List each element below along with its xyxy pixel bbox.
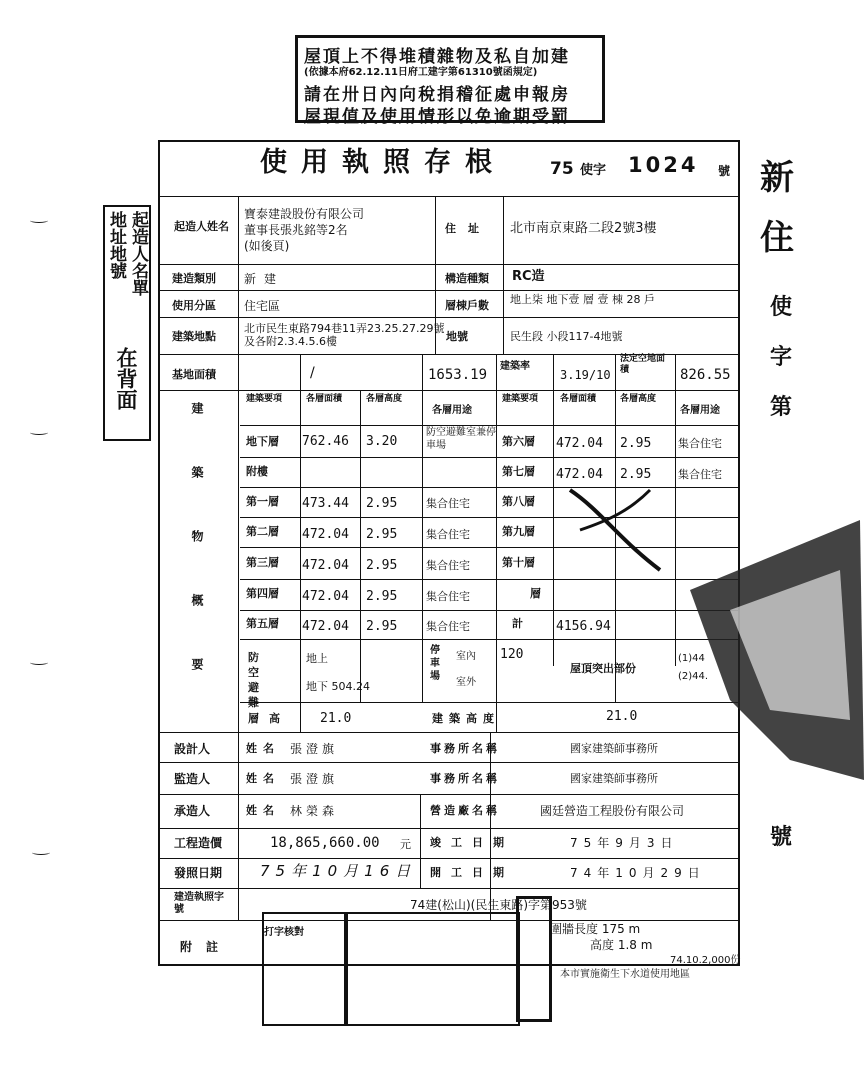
margin-mark	[30, 660, 48, 665]
notice-line-4: 屋現值及使用情形以免逾期受罰	[304, 107, 570, 127]
floor-b1-height: 3.20	[366, 434, 398, 449]
label-building-summary: 建築物概要	[190, 402, 204, 722]
label-structure: 構造種類	[445, 272, 489, 285]
floor-1-area: 473.44	[302, 496, 349, 511]
total-area-value: 4156.94	[556, 619, 611, 634]
floor-3-area: 472.04	[302, 558, 349, 573]
completion-value: 75年9月3日	[570, 836, 679, 850]
seal-box	[262, 912, 346, 1026]
floor-1-height: 2.95	[366, 496, 398, 511]
label-address: 住址	[445, 222, 491, 235]
side-col-address: 地址地號	[106, 211, 126, 279]
footer-print: 74.10.2,000份	[670, 955, 741, 966]
margin-mark	[32, 850, 50, 855]
floor-5-height: 2.95	[366, 619, 398, 634]
floor-b1-use: 防空避難室兼停車場	[426, 427, 496, 451]
label-area-each-left: 各層面積	[306, 394, 343, 404]
label-applicant: 起造人姓名	[174, 220, 229, 233]
label-coverage: 建築率	[500, 361, 530, 372]
legal-area-value: 826.55	[680, 367, 731, 383]
designer-name: 張澄旗	[290, 742, 339, 756]
label-site-address: 建築地點	[172, 330, 216, 343]
roof-value-1: (1)44	[678, 653, 705, 664]
start-value: 74年10月29日	[570, 866, 706, 880]
label-supervisor-name: 姓名	[246, 772, 280, 785]
label-designer-name: 姓名	[246, 742, 280, 755]
label-designer-office: 事務所名稱	[430, 742, 500, 755]
margin-mark	[30, 430, 48, 435]
floor-3-height: 2.95	[366, 558, 398, 573]
label-use-each-left: 各層用途	[432, 405, 472, 416]
floor-2-area: 472.04	[302, 527, 349, 542]
parking-indoor: 室內	[456, 651, 476, 662]
floor-7-label: 第七層	[502, 465, 535, 478]
label-designer: 設計人	[174, 742, 211, 756]
floor-5-area: 472.04	[302, 619, 349, 634]
label-height-each-right: 各層高度	[620, 394, 657, 404]
wall-height: 高度 1.8 m	[590, 938, 653, 952]
label-supervisor-office: 事務所名稱	[430, 772, 500, 785]
contractor-company: 國廷營造工程股份有限公司	[540, 804, 685, 818]
floor-b1-label: 地下層	[246, 435, 279, 448]
form-title: 使用執照存根	[260, 147, 506, 178]
seal-box	[346, 912, 520, 1026]
site-address-value: 北市民生東路794巷11弄23.25.27.29號及各附2.3.4.5.6樓	[244, 322, 445, 348]
floor-6-use: 集合住宅	[678, 437, 722, 450]
bldg-height-value: 21.0	[606, 709, 638, 724]
right-edge-char: 使	[770, 295, 793, 320]
official-seal-stamp	[670, 520, 864, 780]
floor-3-label: 第三層	[246, 556, 279, 569]
floor-height-value: 21.0	[320, 711, 352, 726]
label-completion: 竣工日期	[430, 836, 514, 849]
note-tag: 打字核對	[264, 927, 304, 938]
permit-suffix: 號	[718, 164, 731, 178]
label-issue-date: 發照日期	[174, 866, 223, 880]
parking-area: 120	[500, 647, 524, 662]
floor-8-label: 第八層	[502, 495, 535, 508]
shelter-under: 地下 504.24	[306, 680, 370, 693]
label-permit-no: 建造執照字號	[174, 892, 224, 915]
address-value: 北市南京東路二段2號3樓	[510, 221, 657, 236]
permit-type: 使字	[580, 163, 607, 178]
label-contractor-company: 營造廠名稱	[430, 804, 500, 817]
roof-value-2: (2)44.	[678, 671, 709, 682]
floor-2-label: 第二層	[246, 525, 279, 538]
supervisor-office: 國家建築師事務所	[570, 772, 658, 785]
label-bldg-height: 建築高度	[432, 712, 500, 725]
permit-year: 75	[550, 159, 574, 179]
right-edge-char: 號	[770, 825, 793, 850]
annex-area-value: /	[310, 365, 315, 381]
permit-number: 1024	[628, 153, 699, 177]
label-items-right: 建築要項	[502, 394, 539, 404]
label-contractor: 承造人	[174, 804, 211, 818]
notice-box	[295, 35, 605, 127]
side-col-applicant: 起造人名單	[128, 211, 148, 296]
cost-unit: 元	[400, 838, 411, 851]
floor-7-use: 集合住宅	[678, 468, 722, 481]
floor-4-height: 2.95	[366, 589, 398, 604]
floor-5-use: 集合住宅	[426, 620, 470, 633]
cost-value: 18,865,660.00	[270, 835, 380, 851]
other-area-value: 1653.19	[428, 367, 488, 383]
floor-6-label: 第六層	[502, 435, 535, 448]
floor-b1-area: 762.46	[302, 434, 349, 449]
label-total: 計	[512, 617, 523, 630]
contractor-name: 林榮森	[290, 804, 339, 818]
floor-6-height: 2.95	[620, 436, 652, 451]
floor-9-label: 第九層	[502, 525, 535, 538]
floor-3-use: 集合住宅	[426, 559, 470, 572]
notice-line-2: (依據本府62.12.11日府工建字第61310號函規定)	[304, 67, 538, 78]
label-legal-area: 法定空地面積	[620, 354, 666, 375]
floor-1-label: 第一層	[246, 495, 279, 508]
label-floors-units: 層棟戶數	[445, 299, 489, 312]
right-edge-char: 字	[770, 345, 793, 370]
side-label-box	[103, 205, 151, 441]
floor-annex-label: 附樓	[246, 465, 268, 478]
floor-2-use: 集合住宅	[426, 528, 470, 541]
site-number-value: 民生段 小段117-4地號	[510, 330, 623, 343]
wall-length: 圍牆長度 175 m	[550, 922, 641, 936]
floor-n-label: 層	[530, 587, 541, 600]
floor-4-label: 第四層	[246, 587, 279, 600]
issue-date-value: 75年10月16日	[260, 862, 417, 880]
label-start: 開工日期	[430, 866, 514, 879]
footer-note: 本市實施衛生下水道使用地區	[560, 969, 690, 980]
label-height-each-left: 各層高度	[366, 394, 403, 404]
right-edge-char: 新	[760, 158, 794, 198]
structure-value: RC造	[512, 269, 545, 284]
floor-2-height: 2.95	[366, 527, 398, 542]
notice-line-1: 屋頂上不得堆積雜物及私自加建	[304, 47, 570, 67]
right-edge-char: 住	[760, 218, 794, 258]
applicant-value: 寶泰建設股份有限公司 董事長張兆銘等2名 (如後頁)	[244, 207, 365, 253]
permit-no-value: 74建(松山)(民生東路)字第953號	[410, 898, 587, 912]
usage-zone-value: 住宅區	[244, 299, 281, 313]
floor-4-use: 集合住宅	[426, 590, 470, 603]
label-contractor-name: 姓名	[246, 804, 280, 817]
floor-7-area: 472.04	[556, 467, 603, 482]
floors-units-value: 地上柒 地下壹 層 壹 棟 28 戶	[510, 293, 655, 306]
label-remarks: 附註	[180, 940, 233, 954]
floor-4-area: 472.04	[302, 589, 349, 604]
designer-office: 國家建築師事務所	[570, 742, 658, 755]
supervisor-name: 張澄旗	[290, 772, 339, 786]
label-cost: 工程造價	[174, 836, 223, 850]
label-usage-zone: 使用分區	[172, 299, 216, 312]
shelter-ground: 地上	[306, 652, 328, 665]
floor-10-label: 第十層	[502, 556, 535, 569]
label-area-each-right: 各層面積	[560, 394, 597, 404]
label-use-each-right: 各層用途	[680, 405, 720, 416]
label-supervisor: 監造人	[174, 772, 211, 786]
floor-6-area: 472.04	[556, 436, 603, 451]
coverage-value: 3.19/10	[560, 368, 611, 382]
label-building-type: 建造類別	[172, 272, 216, 285]
label-shelter: 防空避難	[248, 651, 259, 709]
floor-5-label: 第五層	[246, 617, 279, 630]
vertical-seal	[516, 896, 552, 1022]
label-floor-height: 層高	[248, 712, 290, 725]
label-roof: 屋頂突出部份	[570, 662, 636, 675]
margin-mark	[30, 218, 48, 223]
label-site-number: 地號	[446, 330, 468, 343]
floor-7-height: 2.95	[620, 467, 652, 482]
notice-line-3: 請在卅日內向稅捐稽征處申報房	[304, 85, 570, 105]
side-col-back: 在背面	[114, 347, 138, 410]
right-edge-char: 第	[770, 395, 793, 420]
handwritten-seal	[560, 467, 680, 590]
label-site-area: 基地面積	[172, 368, 216, 381]
label-items-left: 建築要項	[246, 394, 283, 404]
building-type-value: 新建	[244, 272, 285, 286]
label-parking: 停車場	[430, 645, 440, 682]
floor-1-use: 集合住宅	[426, 497, 470, 510]
parking-outdoor: 室外	[456, 677, 476, 688]
